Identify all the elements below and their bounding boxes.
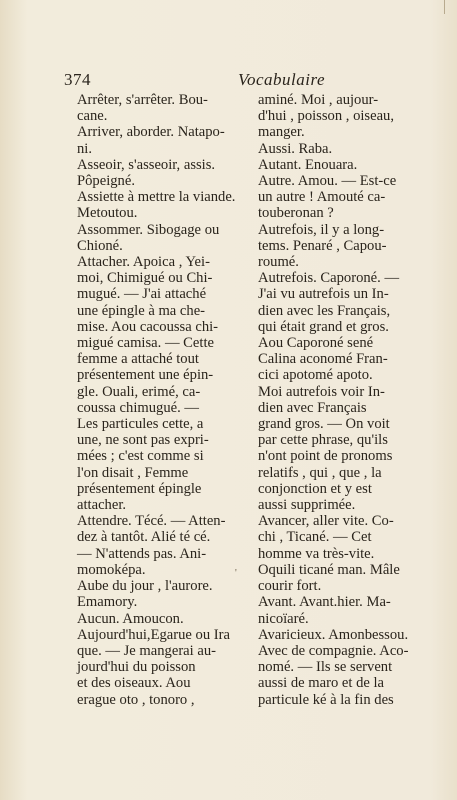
text-line: Avant. Avant.hier. Ma- (258, 594, 391, 611)
text-line: Oquili ticané man. Mâle (258, 561, 400, 578)
text-line: Aujourd'hui,Egarue ou Ira (77, 626, 230, 643)
running-title: Vocabulaire (238, 70, 326, 89)
text-line: aussi de maro et de la (258, 675, 385, 692)
text-line: Pôpeigné. (77, 173, 135, 190)
text-line: particule ké à la fin des (258, 691, 394, 708)
text-line: que. — Je mangerai au- (77, 642, 216, 659)
text-line: une épingle à ma che- (77, 302, 206, 319)
page-number: 374 (64, 70, 91, 89)
text-line: mise. Aou cacoussa chi- (77, 318, 219, 335)
text-line: d'hui , poisson , oiseau, (258, 108, 394, 125)
text-line: Aucun. Amoucon. (77, 610, 184, 627)
text-line: roumé. (258, 254, 299, 271)
text-line: nicoïaré. (258, 610, 309, 627)
text-line: nomé. — Ils se servent (258, 659, 393, 676)
text-line: manger. (258, 124, 305, 141)
text-line: jourd'hui du poisson (77, 659, 196, 676)
text-line: grand gros. — On voit (258, 416, 390, 433)
text-line: Autrefois, il y a long- (258, 221, 385, 238)
text-line: moi, Chimigué ou Chi- (77, 270, 213, 287)
text-line: Autrefois. Caporoné. — (258, 270, 400, 287)
text-line: Moi autrefois voir In- (258, 383, 385, 400)
text-line: n'ont point de pronoms (258, 448, 393, 465)
text-line: l'on disait , Femme (77, 464, 189, 481)
left-column (77, 92, 253, 708)
text-line: présentement épingle (77, 480, 202, 497)
text-line: un autre ! Amouté ca- (258, 189, 386, 206)
text-line: dien avec les Français, (258, 302, 391, 319)
text-line: présentement une épin- (77, 367, 214, 384)
text-line: aussi supprimée. (258, 497, 356, 514)
text-line: Assommer. Sibogage ou (77, 221, 220, 238)
text-line: homme va très-vite. (258, 545, 375, 562)
text-line: relatifs , qui , que , la (258, 464, 382, 481)
text-line: Asseoir, s'asseoir, assis. (77, 156, 216, 173)
text-line: par cette phrase, qu'ils (258, 432, 388, 449)
text-line: Avec de compagnie. Aco- (258, 642, 409, 659)
text-line: femme a attaché tout (77, 351, 199, 368)
text-line: et des oiseaux. Aou (77, 675, 191, 692)
text-line: Autre. Amou. — Est-ce (258, 173, 397, 190)
text-line: qui était grand et gros. (258, 318, 389, 335)
text-line: courir fort. (258, 578, 322, 595)
text-line: Assiette à mettre la viande. (77, 189, 236, 206)
text-line: Calina aconomé Fran- (258, 351, 388, 368)
text-line: momoképa. (77, 561, 146, 578)
text-line: une, ne sont pas expri- (77, 432, 209, 449)
text-line: Aube du jour , l'aurore. (77, 578, 213, 595)
text-line: Arrêter, s'arrêter. Bou- (77, 92, 208, 108)
text-line: Autant. Enouara. (258, 156, 358, 173)
text-line: ni. (77, 140, 92, 157)
text-line: — N'attends pas. Ani- (77, 545, 207, 562)
right-column (258, 92, 434, 708)
page-edge-mark (444, 0, 445, 14)
stray-print-mark: ' (235, 568, 237, 579)
text-line: aminé. Moi , aujour- (258, 92, 379, 108)
text-line: Metoutou. (77, 205, 138, 222)
text-line: Arriver, aborder. Natapo- (77, 124, 225, 141)
text-line: touberonan ? (258, 205, 334, 222)
text-line: Avaricieux. Amonbessou. (258, 626, 409, 643)
text-line: Emamory. (77, 594, 138, 611)
text-line: mugué. — J'ai attaché (77, 286, 207, 303)
text-line: Attacher. Apoica , Yei- (77, 254, 210, 271)
text-line: Les particules cette, a (77, 416, 204, 433)
text-line: erague oto , tonoro , (77, 691, 195, 708)
text-line: Chioné. (77, 237, 123, 254)
text-line: Aou Caporoné sené (258, 335, 374, 352)
text-line: attacher. (77, 497, 127, 514)
text-line: conjonction et y est (258, 480, 372, 497)
text-line: gle. Ouali, erimé, ca- (77, 383, 201, 400)
text-line: coussa chimugué. — (77, 399, 199, 416)
page-header (64, 70, 434, 92)
text-line: J'ai vu autrefois un In- (258, 286, 389, 303)
text-line: cane. (77, 108, 108, 125)
text-line: tems. Penaré , Capou- (258, 237, 387, 254)
text-line: mées ; c'est comme si (77, 448, 204, 465)
text-line: migué camisa. — Cette (77, 335, 214, 352)
text-line: Avancer, aller vite. Co- (258, 513, 394, 530)
text-line: Aussi. Raba. (258, 140, 333, 157)
text-line: dez à tantôt. Alié té cé. (77, 529, 211, 546)
text-line: cici apotomé apoto. (258, 367, 373, 384)
text-line: chi , Ticané. — Cet (258, 529, 372, 546)
text-line: Attendre. Técé. — Atten- (77, 513, 226, 530)
text-line: dien avec Français (258, 399, 367, 416)
